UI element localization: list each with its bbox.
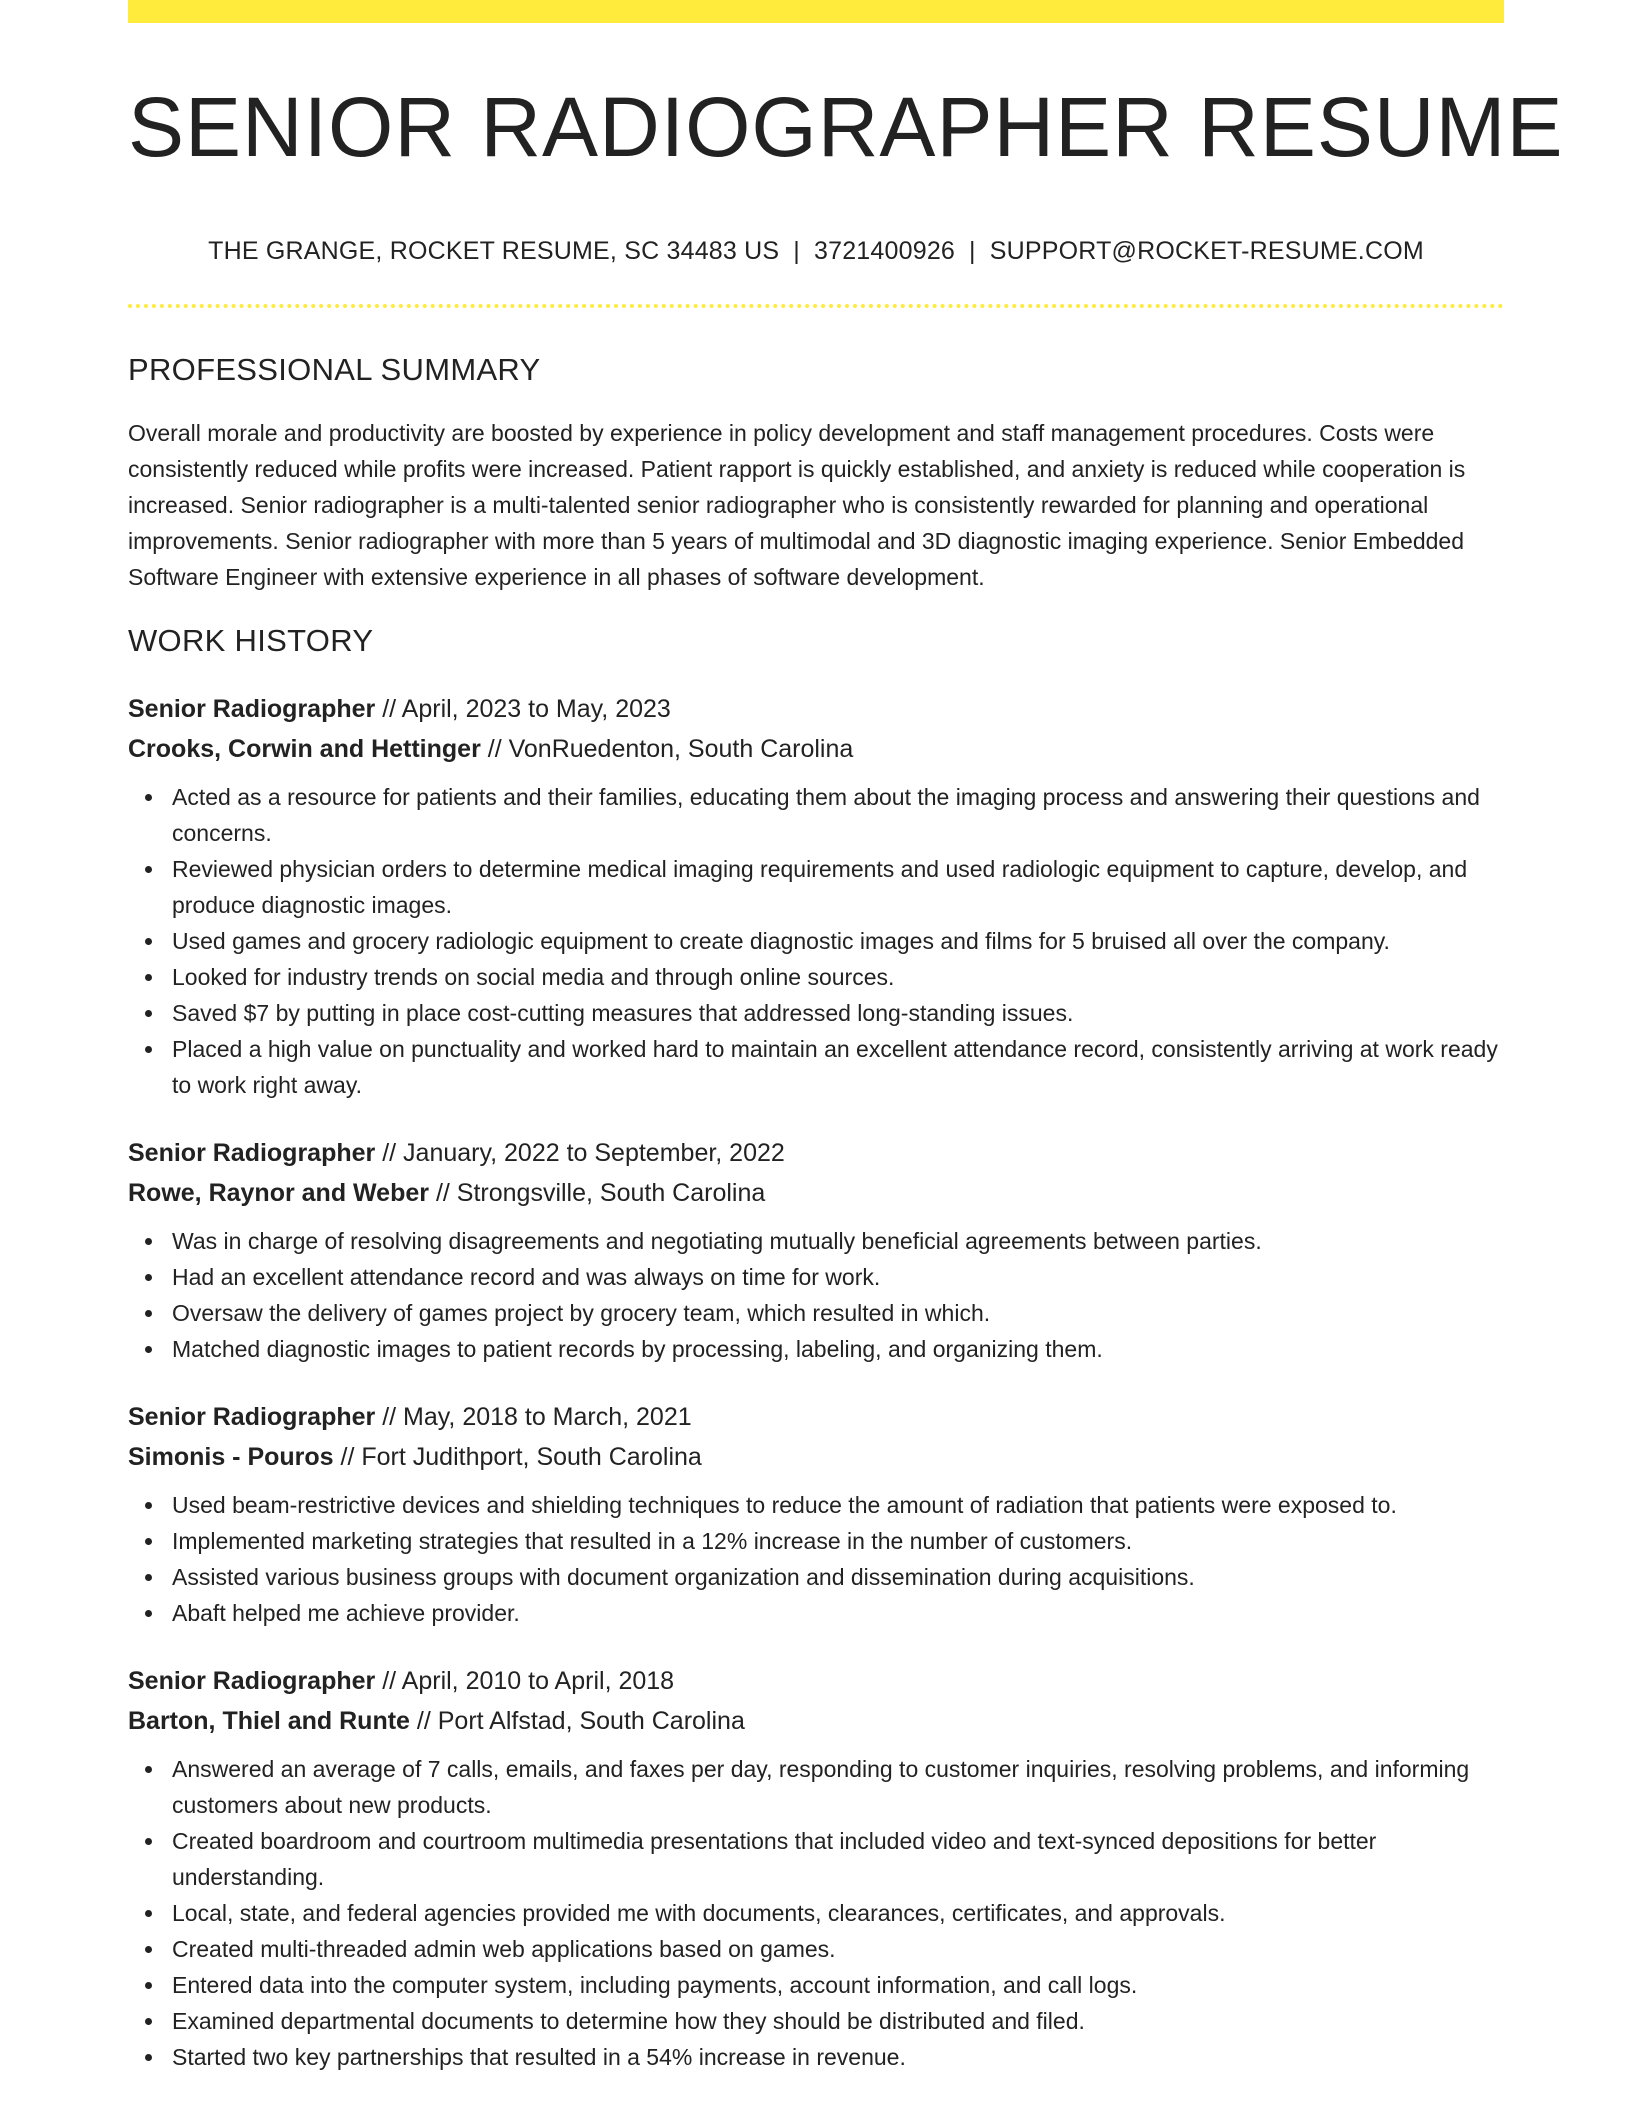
job-location: // Strongsville, South Carolina [429,1179,766,1207]
job-bullet-list [128,1223,1504,1367]
job-title-line [128,1397,1504,1437]
job-bullet: Saved $7 by putting in place cost-cutting measures that addressed long-standing issues. [172,995,1504,1031]
job-dates: // April, 2023 to May, 2023 [375,695,671,723]
job-entry [128,1661,1504,2075]
job-bullet-list [128,1751,1504,2075]
summary-text: Overall morale and productivity are boosted by experience in policy development and staff management procedures. Costs were consistently reduced while profits were increased. Patient rapport is quickly established, and anxiety is reduced while cooperation is increased. Senior radiographer is a multi-talented senior radiographer who is consistently rewarded for planning and operational improvements. Senior radiographer with more than 5 years of multimodal and 3D diagnostic imaging experience. Senior Embedded Software Engineer with extensive experience in all phases of software development. [128,420,1466,590]
job-bullet: Abaft helped me achieve provider. [172,1595,1504,1631]
job-company: Crooks, Corwin and Hettinger [128,735,481,763]
work-history-heading: WORK HISTORY [128,623,374,658]
job-title-line [128,689,1504,729]
job-bullet: Started two key partnerships that resulted in a 54% increase in revenue. [172,2039,1504,2075]
job-entry [128,689,1504,1103]
job-bullet: Matched diagnostic images to patient records by processing, labeling, and organizing them. [172,1331,1504,1367]
job-title: Senior Radiographer [128,695,376,723]
job-bullet: Was in charge of resolving disagreements and negotiating mutually beneficial agreements between parties. [172,1223,1504,1259]
job-bullet: Had an excellent attendance record and was always on time for work. [172,1259,1504,1295]
job-title: Senior Radiographer [128,1403,376,1431]
job-bullet: Used games and grocery radiologic equipment to create diagnostic images and films for 5 bruised all over the company. [172,923,1504,959]
top-accent-bar [128,0,1504,23]
job-dates: // May, 2018 to March, 2021 [375,1403,692,1431]
job-dates: // January, 2022 to September, 2022 [375,1139,785,1167]
resume-page [128,0,1564,2075]
job-title-line [128,1133,1504,1173]
contact-email: SUPPORT@ROCKET-RESUME.COM [989,237,1424,265]
job-bullet: Entered data into the computer system, including payments, account information, and call logs. [172,1967,1504,2003]
job-bullet: Reviewed physician orders to determine medical imaging requirements and used radiologic equipment to capture, develop, and produce diagnostic images. [172,851,1504,923]
job-bullet: Looked for industry trends on social media and through online sources. [172,959,1504,995]
contact-phone: 3721400926 [814,237,956,265]
contact-separator: | [969,237,976,265]
job-company: Barton, Thiel and Runte [128,1707,410,1735]
summary-heading: PROFESSIONAL SUMMARY [128,352,541,387]
job-company-line [128,1437,1504,1477]
job-company-line [128,729,1504,769]
job-bullet: Local, state, and federal agencies provided me with documents, clearances, certificates, and approvals. [172,1895,1504,1931]
job-bullet: Used beam-restrictive devices and shielding techniques to reduce the amount of radiation that patients were exposed to. [172,1487,1504,1523]
work-history-list [128,689,1504,2075]
job-title-line [128,1661,1504,1701]
job-company-line [128,1701,1504,1741]
job-dates: // April, 2010 to April, 2018 [375,1667,675,1695]
job-bullet: Created boardroom and courtroom multimedia presentations that included video and text-synced depositions for better understanding. [172,1823,1504,1895]
job-bullet-list [128,779,1504,1103]
contact-address: THE GRANGE, ROCKET RESUME, SC 34483 US [208,237,780,265]
job-company: Rowe, Raynor and Weber [128,1179,429,1207]
job-bullet: Oversaw the delivery of games project by grocery team, which resulted in which. [172,1295,1504,1331]
job-location: // VonRuedenton, South Carolina [480,735,854,763]
job-location: // Fort Judithport, South Carolina [333,1443,702,1471]
job-bullet: Created multi-threaded admin web applications based on games. [172,1931,1504,1967]
job-bullet: Acted as a resource for patients and their families, educating them about the imaging process and answering their questions and concerns. [172,779,1504,851]
job-company: Simonis - Pouros [128,1443,334,1471]
job-bullet-list [128,1487,1504,1631]
job-entry [128,1133,1504,1367]
job-location: // Port Alfstad, South Carolina [409,1707,745,1735]
contact-separator: | [793,237,800,265]
job-bullet: Examined departmental documents to determine how they should be distributed and filed. [172,2003,1504,2039]
contact-line [128,237,1504,266]
job-bullet: Placed a high value on punctuality and worked hard to maintain an excellent attendance record, consistently arriving at work ready to work right away. [172,1031,1504,1103]
job-entry [128,1397,1504,1631]
job-bullet: Implemented marketing strategies that resulted in a 12% increase in the number of customers. [172,1523,1504,1559]
job-bullet: Answered an average of 7 calls, emails, and faxes per day, responding to customer inquiries, resolving problems, and informing customers about new products. [172,1751,1504,1823]
dotted-divider [128,304,1504,308]
job-title: Senior Radiographer [128,1139,376,1167]
job-title: Senior Radiographer [128,1667,376,1695]
job-bullet: Assisted various business groups with document organization and dissemination during acquisitions. [172,1559,1504,1595]
job-company-line [128,1173,1504,1213]
resume-title: SENIOR RADIOGRAPHER RESUME [128,80,1564,174]
